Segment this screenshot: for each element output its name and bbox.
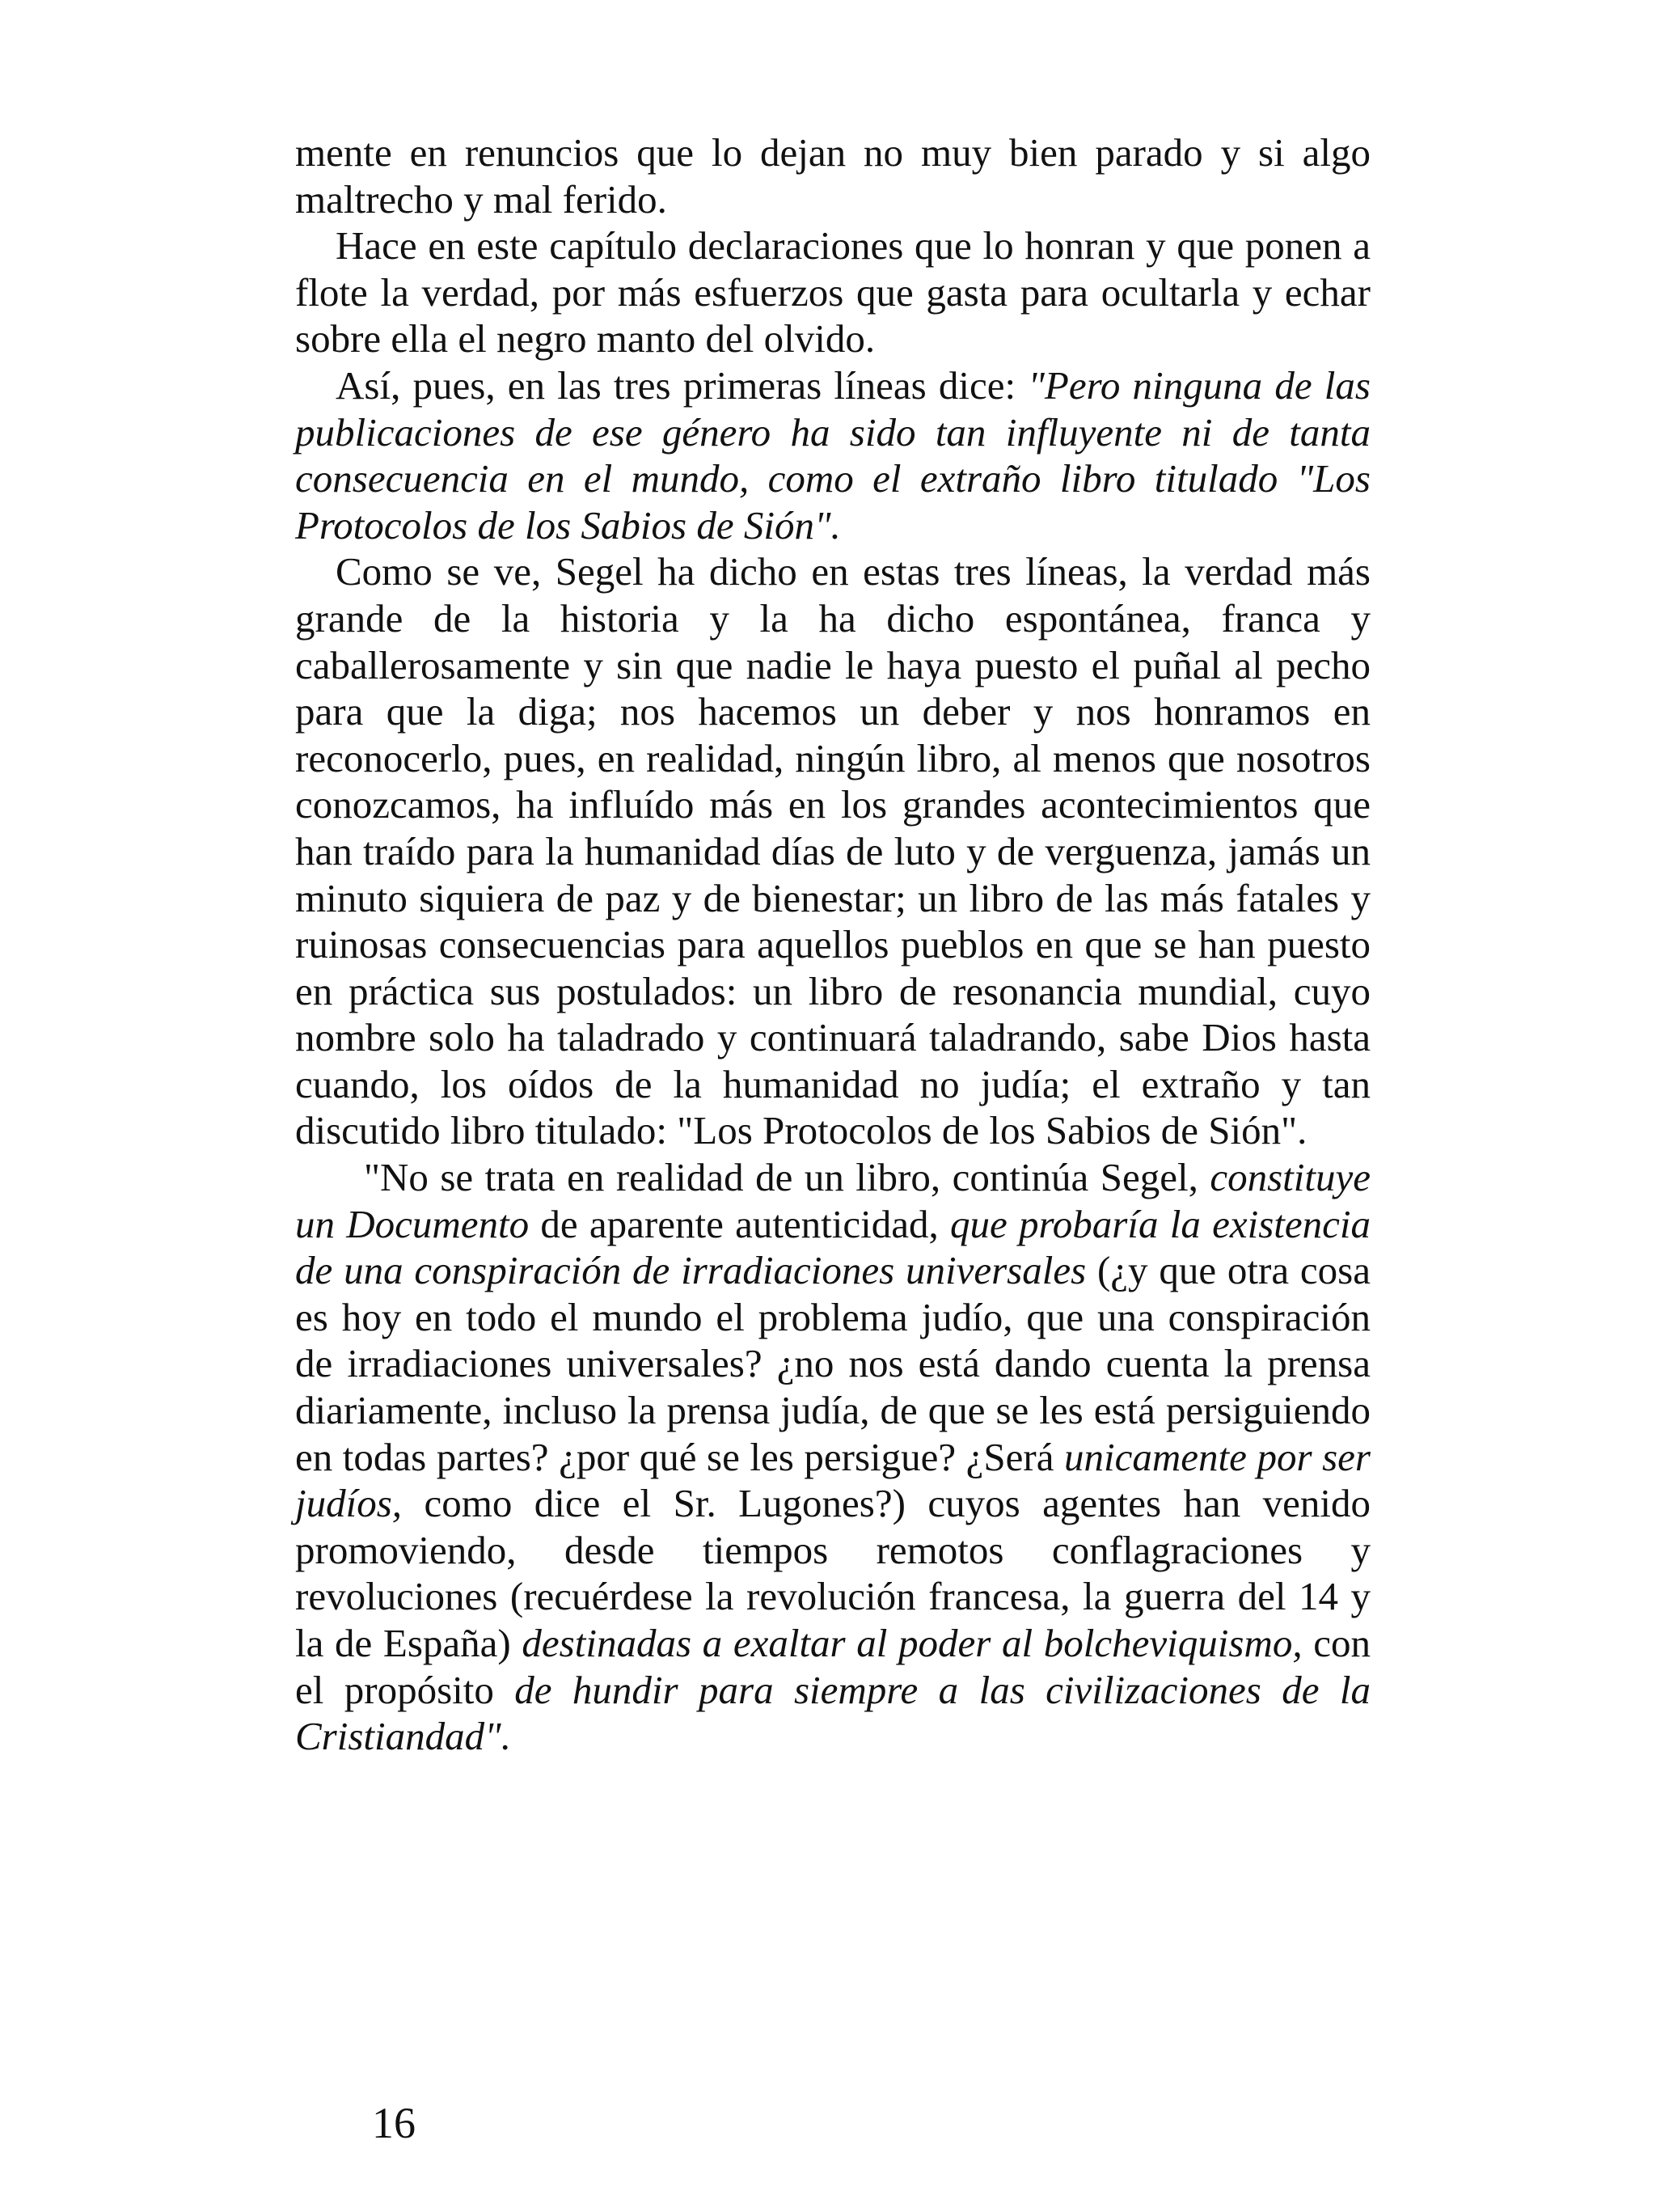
text-run: "No se trata en realidad de un libro, continúa Segel, [364, 1155, 1210, 1200]
italic-text-run: unicamente por ser judíos, [295, 1434, 1371, 1526]
text-run: Así, pues, en las tres primeras líneas dice: [336, 362, 1029, 408]
text-run: mente en renuncios que lo dejan no muy bien parado y si algo maltrecho y mal ferido. [295, 130, 1371, 222]
body-text [295, 129, 1371, 1760]
italic-text-run: de hundir para siempre a las civilizaciones de la Cristiandad". [295, 1667, 1371, 1759]
text-run: (¿y que otra cosa es hoy en todo el mundo el problema judío, que una conspiración de irradiaciones universales? ¿no nos está dando cuenta la prensa diariamente, incluso la prensa judía, de que se les está persiguiendo en todas partes? ¿por qué se les persigue? ¿Será [295, 1248, 1371, 1479]
text-run: de aparente autenticidad, [529, 1201, 951, 1246]
italic-text-run: destinadas a exaltar al poder al bolcheviquismo, [522, 1621, 1303, 1665]
paragraph-declarations [295, 222, 1371, 362]
text-run: con el propósito [295, 1621, 1371, 1712]
italic-text-run: "Pero ninguna de las publicaciones de ese género ha sido tan influyente ni de tanta consecuencia en el mundo, como el extraño libro titulado "Los Protocolos de los Sabios de Sión". [295, 362, 1371, 548]
paragraph-commentary [295, 548, 1371, 1154]
italic-text-run: que probaría la existencia de una conspiración de irradiaciones universales [295, 1201, 1371, 1293]
text-run: Como se ve, Segel ha dicho en estas tres líneas, la verdad más grande de la historia y la ha dicho espontánea, franca y caballerosamente y sin que nadie le haya puesto el puñal al pecho para que la diga; nos hacemos un deber y nos honramos en reconocerlo, pues, en realidad, ningún libro, al menos que nosotros conozcamos, ha influído más en los grandes acontecimientos que han traído para la humanidad días de luto y de verguenza, jamás un minuto siquiera de paz y de bienestar; un libro de las más fatales y ruinosas consecuencias para aquellos pueblos en que se han puesto en práctica sus postulados: un libro de resonancia mundial, cuyo nombre solo ha taladrado y continuará taladrando, sabe Dios hasta cuando, los oídos de la humanidad no judía; el extraño y tan discutido libro titulado: "Los Protocolos de los Sabios de Sión". [295, 549, 1371, 1153]
italic-text-run: constituye un Documento [295, 1155, 1371, 1246]
paragraph-segel-quote [295, 1154, 1371, 1760]
text-run: como dice el Sr. Lugones?) cuyos agentes han venido promoviendo, desde tiempos remotos conflagraciones y revoluciones (recuérdese la revolución francesa, la guerra del 14 y la de España) [295, 1481, 1371, 1665]
paragraph-continuation [295, 129, 1371, 222]
text-run: Hace en este capítulo declaraciones que lo honran y que ponen a flote la verdad, por más esfuerzos que gasta para ocultarla y echar sobre ella el negro manto del olvido. [295, 223, 1371, 362]
paragraph-first-lines-quote [295, 362, 1371, 548]
page-number: 16 [372, 2099, 416, 2147]
